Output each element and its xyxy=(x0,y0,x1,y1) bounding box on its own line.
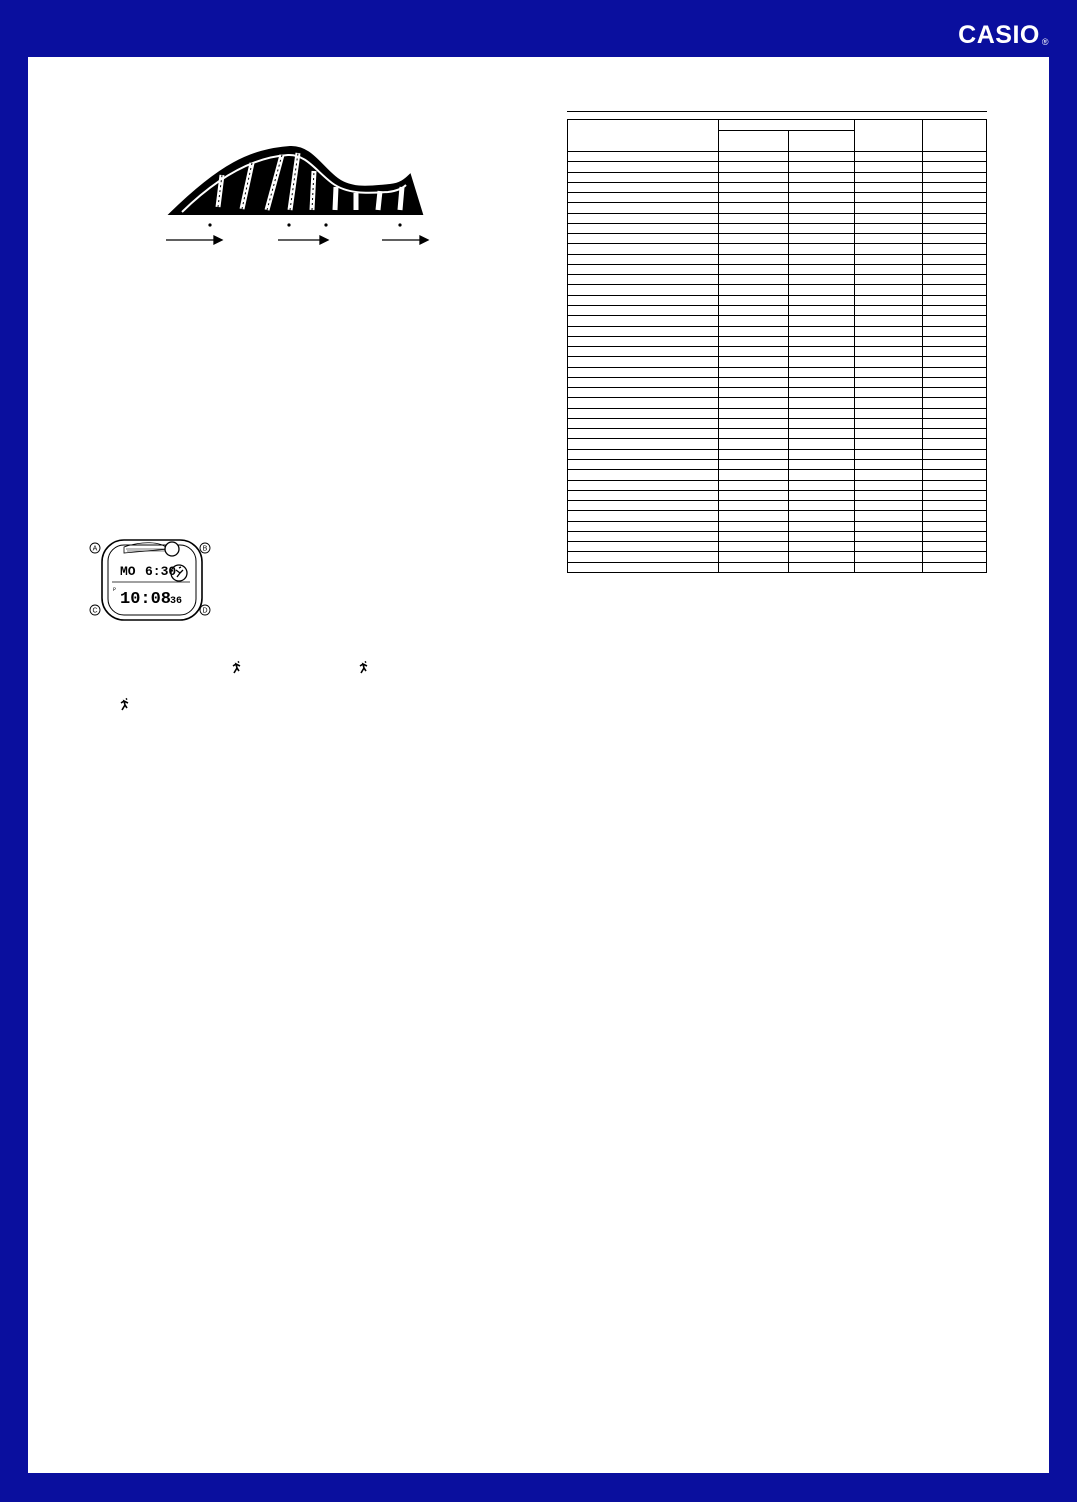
table-cell xyxy=(855,264,923,274)
table-cell xyxy=(923,264,987,274)
runner-icon xyxy=(357,660,371,674)
table-cell xyxy=(568,357,719,367)
table-cell xyxy=(923,388,987,398)
table-cell xyxy=(923,480,987,490)
table-cell xyxy=(719,388,789,398)
table-cell xyxy=(568,172,719,182)
table-cell xyxy=(568,542,719,552)
table-cell xyxy=(789,511,855,521)
casio-logo xyxy=(958,20,1049,57)
table-row xyxy=(568,398,987,408)
table-cell xyxy=(719,223,789,233)
table-cell xyxy=(719,531,789,541)
table-row xyxy=(568,501,987,511)
table-cell xyxy=(789,367,855,377)
table-cell xyxy=(789,418,855,428)
table-cell xyxy=(719,193,789,203)
table-cell xyxy=(568,162,719,172)
table-cell xyxy=(568,336,719,346)
table-cell xyxy=(789,305,855,315)
table-row xyxy=(568,357,987,367)
table-cell xyxy=(923,449,987,459)
watch-day-text: MO xyxy=(120,564,136,579)
table-cell xyxy=(789,429,855,439)
table-cell xyxy=(719,470,789,480)
table-cell xyxy=(719,439,789,449)
table-cell xyxy=(855,531,923,541)
table-cell xyxy=(855,449,923,459)
table-cell xyxy=(855,480,923,490)
table-cell xyxy=(568,408,719,418)
button-a-label: A xyxy=(92,545,98,553)
table-cell xyxy=(568,182,719,192)
table-cell xyxy=(789,316,855,326)
table-cell xyxy=(568,152,719,162)
table-cell xyxy=(855,439,923,449)
table-cell xyxy=(923,162,987,172)
table-cell xyxy=(923,213,987,223)
table-row xyxy=(568,326,987,336)
table-cell xyxy=(923,357,987,367)
table-cell xyxy=(719,480,789,490)
table-cell xyxy=(789,388,855,398)
table-cell xyxy=(789,439,855,449)
table-cell xyxy=(855,552,923,562)
table-cell xyxy=(789,223,855,233)
table-row xyxy=(568,172,987,182)
table-cell xyxy=(719,152,789,162)
table-cell xyxy=(855,162,923,172)
table-cell xyxy=(789,295,855,305)
table-cell xyxy=(568,193,719,203)
table-cell xyxy=(789,408,855,418)
table-row xyxy=(568,377,987,387)
table-header-cell xyxy=(789,131,855,152)
table-cell xyxy=(855,254,923,264)
table-cell xyxy=(855,295,923,305)
table-cell xyxy=(923,295,987,305)
table-row xyxy=(568,542,987,552)
table-cell xyxy=(923,285,987,295)
table-cell xyxy=(568,244,719,254)
table-cell xyxy=(923,152,987,162)
table-row xyxy=(568,429,987,439)
table-row xyxy=(568,152,987,162)
table-cell xyxy=(568,326,719,336)
table-cell xyxy=(568,377,719,387)
table-cell xyxy=(923,521,987,531)
table-cell xyxy=(855,501,923,511)
table-cell xyxy=(855,316,923,326)
table-cell xyxy=(719,449,789,459)
table-cell xyxy=(568,480,719,490)
table-row xyxy=(568,388,987,398)
table-cell xyxy=(789,152,855,162)
table-cell xyxy=(719,213,789,223)
tide-graph-illustration xyxy=(160,135,445,250)
table-cell xyxy=(719,377,789,387)
table-cell xyxy=(789,542,855,552)
table-cell xyxy=(568,305,719,315)
table-cell xyxy=(789,501,855,511)
watch-main-time: 10:08 xyxy=(120,590,172,609)
table-cell xyxy=(719,511,789,521)
table-cell xyxy=(923,316,987,326)
table-cell xyxy=(923,408,987,418)
table-cell xyxy=(923,203,987,213)
table-row xyxy=(568,511,987,521)
logo-text: CASIO xyxy=(958,21,1040,49)
table-cell xyxy=(568,398,719,408)
watch-seconds: 36 xyxy=(170,596,183,607)
table-row xyxy=(568,295,987,305)
table-cell xyxy=(923,429,987,439)
table-cell xyxy=(719,501,789,511)
table-cell xyxy=(568,470,719,480)
table-cell xyxy=(789,203,855,213)
table-cell xyxy=(719,418,789,428)
table-cell xyxy=(568,213,719,223)
table-header-cell xyxy=(568,120,719,152)
table-cell xyxy=(923,223,987,233)
table-cell xyxy=(789,552,855,562)
table-cell xyxy=(568,490,719,500)
table-cell xyxy=(568,388,719,398)
table-cell xyxy=(855,398,923,408)
table-cell xyxy=(568,275,719,285)
table-cell xyxy=(855,182,923,192)
table-cell xyxy=(789,264,855,274)
table-cell xyxy=(719,326,789,336)
table-cell xyxy=(855,429,923,439)
table-cell xyxy=(923,501,987,511)
table-cell xyxy=(719,254,789,264)
table-cell xyxy=(855,521,923,531)
table-cell xyxy=(923,336,987,346)
table-cell xyxy=(855,367,923,377)
table-cell xyxy=(789,193,855,203)
table-cell xyxy=(719,542,789,552)
table-cell xyxy=(568,367,719,377)
table-cell xyxy=(855,326,923,336)
table-row xyxy=(568,264,987,274)
table-cell xyxy=(923,552,987,562)
table-cell xyxy=(719,162,789,172)
table-cell xyxy=(855,213,923,223)
watch-upper-time: 6:30 xyxy=(145,564,177,579)
table-cell xyxy=(855,275,923,285)
table-cell xyxy=(568,264,719,274)
table-row xyxy=(568,347,987,357)
table-cell xyxy=(568,285,719,295)
table-row xyxy=(568,459,987,469)
table-top-rule xyxy=(567,111,987,112)
table-cell xyxy=(923,254,987,264)
table-cell xyxy=(789,326,855,336)
table-row xyxy=(568,439,987,449)
table-row xyxy=(568,531,987,541)
table-cell xyxy=(923,182,987,192)
table-cell xyxy=(923,459,987,469)
table-cell xyxy=(719,562,789,572)
table-cell xyxy=(719,182,789,192)
table-cell xyxy=(719,244,789,254)
registered-mark: ® xyxy=(1041,37,1049,47)
table-body xyxy=(568,152,987,573)
table-cell xyxy=(789,521,855,531)
table-cell xyxy=(855,562,923,572)
table-cell xyxy=(719,398,789,408)
runner-icon xyxy=(230,660,244,674)
button-d-label: D xyxy=(202,607,208,615)
table-cell xyxy=(568,223,719,233)
table-header-cell xyxy=(719,120,855,131)
table-cell xyxy=(923,511,987,521)
table-cell xyxy=(719,264,789,274)
table-row xyxy=(568,182,987,192)
table-cell xyxy=(855,152,923,162)
table-row xyxy=(568,203,987,213)
table-cell xyxy=(855,347,923,357)
table-row xyxy=(568,449,987,459)
table-cell xyxy=(923,470,987,480)
table-cell xyxy=(719,357,789,367)
table-cell xyxy=(855,470,923,480)
table-cell xyxy=(923,398,987,408)
table-cell xyxy=(789,213,855,223)
table-row xyxy=(568,213,987,223)
table-cell xyxy=(568,521,719,531)
table-cell xyxy=(789,254,855,264)
table-cell xyxy=(855,388,923,398)
table-cell xyxy=(855,377,923,387)
table-cell xyxy=(923,542,987,552)
table-cell xyxy=(923,275,987,285)
table-cell xyxy=(568,562,719,572)
table-row xyxy=(568,336,987,346)
table-cell xyxy=(923,531,987,541)
table-cell xyxy=(568,552,719,562)
table-cell xyxy=(923,367,987,377)
button-c-label: C xyxy=(92,607,98,615)
table-cell xyxy=(568,234,719,244)
table-cell xyxy=(789,172,855,182)
table-row xyxy=(568,316,987,326)
table-cell xyxy=(789,182,855,192)
table-cell xyxy=(568,295,719,305)
table-cell xyxy=(719,521,789,531)
table-cell xyxy=(719,367,789,377)
table-cell xyxy=(789,470,855,480)
table-cell xyxy=(923,490,987,500)
table-header-cell xyxy=(855,120,923,152)
table-cell xyxy=(789,357,855,367)
table-row xyxy=(568,480,987,490)
table-row xyxy=(568,275,987,285)
table-cell xyxy=(568,449,719,459)
table-cell xyxy=(789,275,855,285)
table-cell xyxy=(789,234,855,244)
table-row xyxy=(568,521,987,531)
table-row xyxy=(568,285,987,295)
table-cell xyxy=(923,418,987,428)
table-cell xyxy=(855,223,923,233)
table-cell xyxy=(568,254,719,264)
table-cell xyxy=(855,418,923,428)
table-cell xyxy=(568,531,719,541)
table-cell xyxy=(719,172,789,182)
table-cell xyxy=(719,316,789,326)
table-cell xyxy=(719,295,789,305)
table-cell xyxy=(855,172,923,182)
table-cell xyxy=(719,285,789,295)
table-cell xyxy=(855,244,923,254)
table-cell xyxy=(789,459,855,469)
table-cell xyxy=(789,244,855,254)
table-cell xyxy=(923,377,987,387)
table-cell xyxy=(789,347,855,357)
table-cell xyxy=(923,347,987,357)
button-b-label: B xyxy=(202,545,208,553)
table-cell xyxy=(789,377,855,387)
table-cell xyxy=(789,480,855,490)
table-cell xyxy=(855,285,923,295)
table-cell xyxy=(789,336,855,346)
table-cell xyxy=(855,408,923,418)
runner-icon xyxy=(118,697,132,711)
table-row xyxy=(568,254,987,264)
table-cell xyxy=(568,203,719,213)
table-cell xyxy=(719,347,789,357)
tide-wave-icon xyxy=(160,135,445,250)
table-row xyxy=(568,408,987,418)
table-cell xyxy=(568,316,719,326)
table-cell xyxy=(855,357,923,367)
table-cell xyxy=(568,459,719,469)
table-cell xyxy=(855,193,923,203)
table-cell xyxy=(568,511,719,521)
table-cell xyxy=(923,326,987,336)
table-cell xyxy=(855,336,923,346)
table-cell xyxy=(789,490,855,500)
table-cell xyxy=(719,459,789,469)
table-cell xyxy=(568,501,719,511)
table-header-row xyxy=(568,120,987,131)
table-row xyxy=(568,223,987,233)
table-row xyxy=(568,193,987,203)
table-cell xyxy=(789,162,855,172)
watch-pm-indicator: P xyxy=(113,587,117,593)
table-cell xyxy=(719,336,789,346)
table-cell xyxy=(719,203,789,213)
table-cell xyxy=(923,439,987,449)
table-cell xyxy=(923,234,987,244)
table-cell xyxy=(923,562,987,572)
table-row xyxy=(568,305,987,315)
table-header-cell xyxy=(719,131,789,152)
table-cell xyxy=(923,244,987,254)
table-cell xyxy=(568,439,719,449)
table-cell xyxy=(789,531,855,541)
table-cell xyxy=(855,305,923,315)
table-row xyxy=(568,162,987,172)
table-row xyxy=(568,470,987,480)
table-cell xyxy=(789,562,855,572)
watch-illustration xyxy=(86,537,216,622)
table-cell xyxy=(568,418,719,428)
table-row xyxy=(568,552,987,562)
table-cell xyxy=(923,305,987,315)
table-cell xyxy=(568,347,719,357)
table-cell xyxy=(719,429,789,439)
table-cell xyxy=(923,193,987,203)
table-row xyxy=(568,490,987,500)
table-cell xyxy=(719,408,789,418)
table-row xyxy=(568,244,987,254)
table-header-cell xyxy=(923,120,987,152)
table-cell xyxy=(789,398,855,408)
table-cell xyxy=(719,275,789,285)
watch-face-icon xyxy=(86,537,216,622)
table-cell xyxy=(789,285,855,295)
table-cell xyxy=(719,234,789,244)
table-cell xyxy=(719,305,789,315)
table-cell xyxy=(719,552,789,562)
table-cell xyxy=(789,449,855,459)
table-row xyxy=(568,234,987,244)
table-cell xyxy=(719,490,789,500)
table-cell xyxy=(855,542,923,552)
table-cell xyxy=(923,172,987,182)
table-row xyxy=(568,562,987,572)
table-cell xyxy=(855,490,923,500)
data-table xyxy=(567,119,987,573)
table-cell xyxy=(855,511,923,521)
table-cell xyxy=(855,203,923,213)
table-cell xyxy=(855,234,923,244)
table-cell xyxy=(855,459,923,469)
table-cell xyxy=(568,429,719,439)
table-row xyxy=(568,418,987,428)
table-row xyxy=(568,367,987,377)
